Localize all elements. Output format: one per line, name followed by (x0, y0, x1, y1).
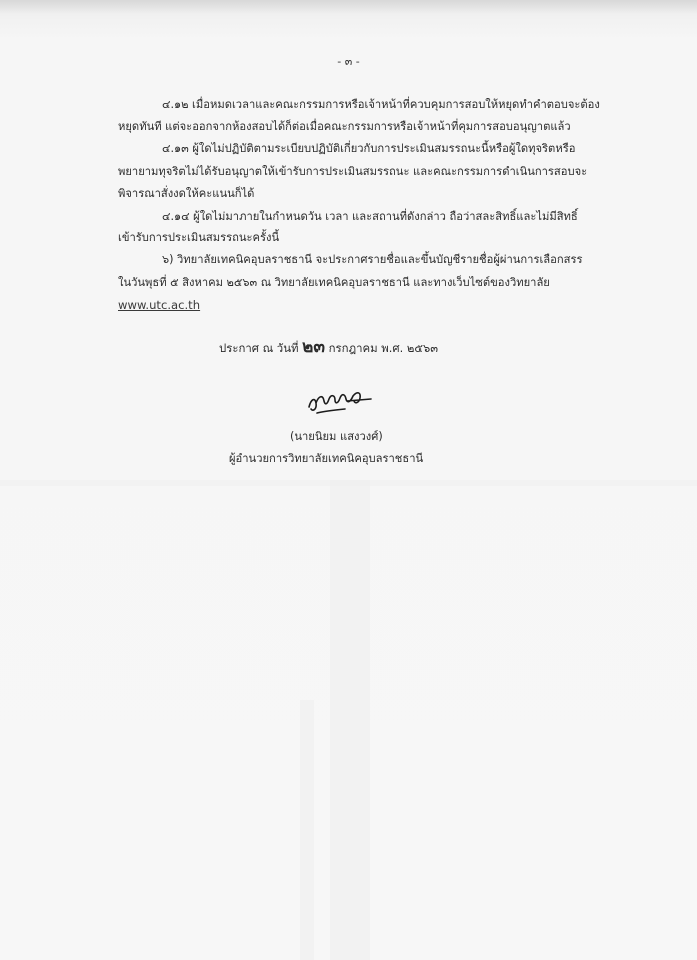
signer-name: (นายนิยม แสงวงศ์) (290, 430, 383, 443)
signer-position: ผู้อำนวยการวิทยาลัยเทคนิคอุบลราชธานี (229, 452, 424, 465)
paragraph-4-13-line-2: พยายามทุจริตไม่ได้รับอนุญาตให้เข้ารับการประเมินสมรรถนะ และคณะกรรมการดำเนินการสอบจะ (118, 165, 588, 178)
paragraph-4-13-line-1: ๔.๑๓ ผู้ใดไม่ปฏิบัติตามระเบียบปฏิบัติเกี่ยวกับการประเมินสมรรถนะนี้หรือผู้ใดทุจริตหรือ (162, 142, 576, 155)
announcement-month-year: กรกฎาคม พ.ศ. ๒๕๖๓ (328, 341, 439, 355)
announcement-prefix: ประกาศ ณ วันที่ (219, 341, 299, 355)
website-link[interactable]: www.utc.ac.th (118, 298, 201, 312)
handwritten-signature (305, 385, 375, 417)
paragraph-4-12-line-1: ๔.๑๒ เมื่อหมดเวลาและคณะกรรมการหรือเจ้าหน้าที่ควบคุมการสอบให้หยุดทำคำตอบจะต้อง (162, 98, 600, 111)
paragraph-4-12-line-2: หยุดทันที แต่จะออกจากห้องสอบได้ก็ต่อเมื่อคณะกรรมการหรือเจ้าหน้าที่คุมการสอบอนุญาตแล้ว (118, 120, 571, 133)
paragraph-4-14-line-2: เข้ารับการประเมินสมรรถนะครั้งนี้ (118, 231, 280, 244)
scan-top-shadow (0, 0, 697, 14)
paragraph-6-line-2: ในวันพุธที่ ๕ สิงหาคม ๒๕๖๓ ณ วิทยาลัยเทคนิคอุบลราชธานี และทางเว็บไซต์ของวิทยาลัย (118, 276, 550, 289)
page-number: - ๓ - (337, 55, 360, 68)
announcement-day: ๒๓ (302, 337, 325, 357)
announcement-date (219, 337, 439, 357)
paragraph-4-14-line-1: ๔.๑๔ ผู้ใดไม่มาภายในกำหนดวัน เวลา และสถานที่ดังกล่าว ถือว่าสละสิทธิ์และไม่มีสิทธิ์ (162, 210, 578, 223)
paragraph-4-13-line-3: พิจารณาสั่งงดให้คะแนนก็ได้ (118, 187, 255, 200)
paragraph-6-line-1: ๖) วิทยาลัยเทคนิคอุบลราชธานี จะประกาศรายชื่อและขึ้นบัญชีรายชื่อผู้ผ่านการเลือกสรร (162, 253, 583, 266)
